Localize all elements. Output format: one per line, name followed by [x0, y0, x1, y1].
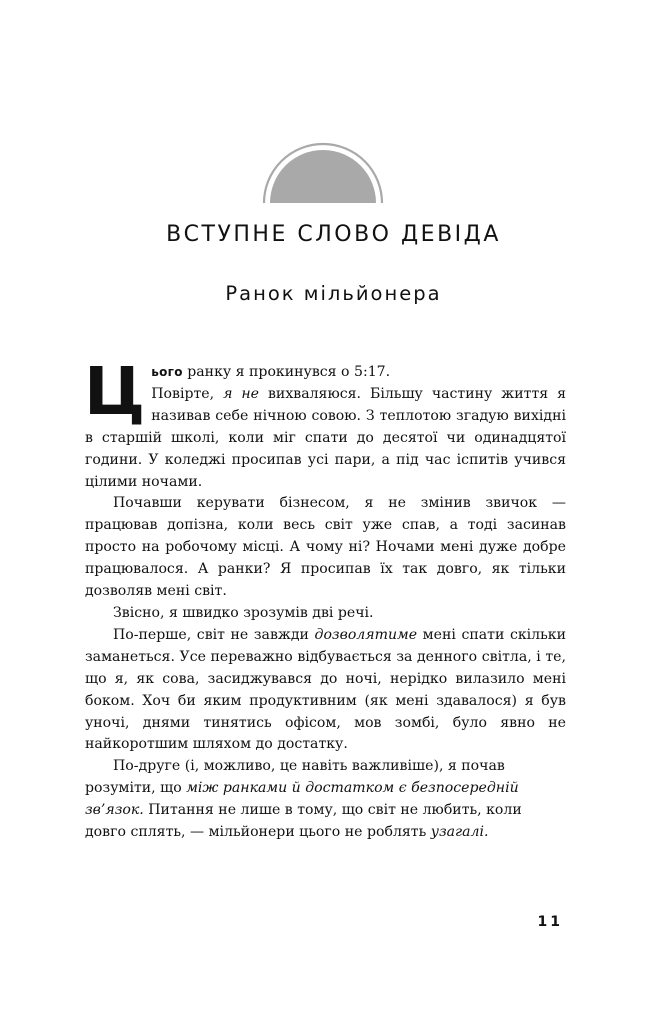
- paragraph-5-text-a: По-перше, світ не завжди: [113, 626, 315, 643]
- page-number: 11: [537, 914, 563, 930]
- paragraph-3: Почавши керувати бізнесом, я не змінив звичок — працював допізна, коли весь світ уже спав, а тоді засинав просто на робочому місці. А чому ні? Ночами мені дуже добре працювалося. А ранки? Я просипав їх так довго, як тільки дозволяв мені світ.: [85, 495, 566, 600]
- paragraph-6-emphasis-2: узагалі.: [430, 824, 489, 841]
- paragraph-5: [85, 625, 566, 756]
- paragraph-1-text: ранку я прокинувся о 5:17.: [182, 364, 391, 380]
- paragraph-6-emphasis-1: між ранками й достатком є безпосередній зв’язок.: [85, 780, 519, 819]
- paragraph-2: [85, 384, 566, 494]
- paragraph-2-text-b: вихваляюся. Більшу частину життя я називав себе нічною совою. З теплотою згадую вихідні в старшій школі, коли міг спати до десятої чи одинадцятої години. У коледжі просипав усі пари, а під час іспитів учився цілими ночами.: [85, 385, 566, 490]
- paragraph-6-text-a: По-друге (і, можливо, це навіть важливіше), я почав розуміти, що: [85, 758, 505, 797]
- chapter-body: [84, 353, 566, 844]
- paragraph-4: Звісно, я швидко зрозумів дві речі.: [113, 604, 374, 621]
- paragraph-2-emphasis: я не: [223, 385, 260, 402]
- chapter-subtitle: Ранок мільйонера: [225, 282, 442, 305]
- chapter-title: ВСТУПНЕ СЛОВО ДЕВІДА: [166, 222, 501, 247]
- paragraph-5-text-b: мені спати скільки заманеться. Усе переважно відбувається за денного світла, і те, що я, як сова, засиджувався до ночі, нерідко вилазило мені боком. Хоч би яким продуктивним (як мені здавалося) я був уночі, днями тинятись офісом, мов зомбі, було явно не найкоротшим шляхом до достатку.: [85, 626, 566, 753]
- paragraph-6-text-b: Питання не лише в тому, що світ не любить, коли довго сплять, — мільйонери цього не роблять: [85, 802, 522, 841]
- paragraph-2-text-a: Повірте,: [151, 385, 224, 402]
- drop-cap: Ц: [84, 353, 146, 430]
- lead-in-text: ього: [151, 365, 183, 379]
- paragraph-5-emphasis: дозволятиме: [314, 626, 418, 643]
- half-circle-emblem-icon: [262, 142, 384, 204]
- paragraph-6: [85, 756, 566, 844]
